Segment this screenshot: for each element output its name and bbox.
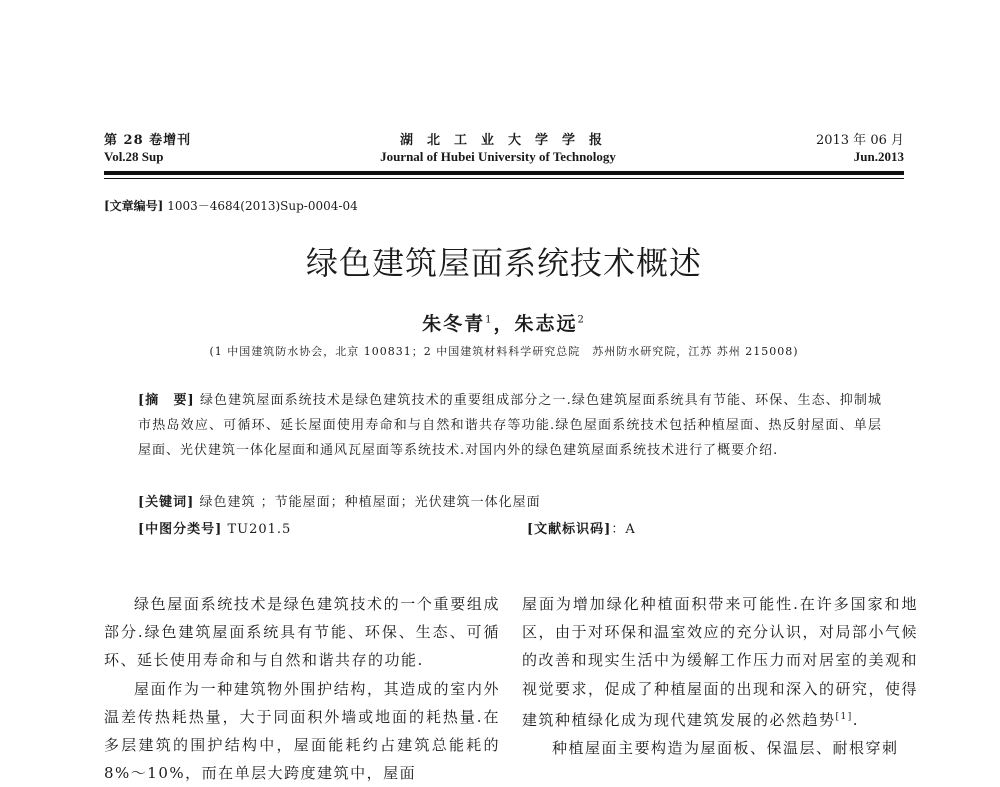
journal-name-cn: 湖北工业大学学报 <box>399 133 616 148</box>
abstract-label: [摘 要] <box>138 393 195 408</box>
body-paragraph: 绿色屋面系统技术是绿色建筑技术的一个重要组成部分.绿色建筑屋面系统具有节能、环保、生态、可循环、延长使用寿命和与自然和谐共存的功能. <box>104 595 500 670</box>
author-1-affil-mark: 1 <box>485 314 494 326</box>
document-id-label: [文献标识码] <box>527 522 612 537</box>
citation-ref: [1] <box>835 711 853 722</box>
volume-cn: 第 28 卷增刊 <box>104 133 192 148</box>
paper-title: 绿色建筑屋面系统技术概述 <box>305 244 702 282</box>
body-column-right <box>522 590 918 762</box>
body-paragraph-text: 屋面为增加绿化种植面积带来可能性.在许多国家和地区，由于对环保和温室效应的充分认识，对局部小气候的改善和现实生活中为缓解工作压力而对居室的美观和视觉要求，促成了种植屋面的出现和深入的研究，使得建筑种植绿化成为现代建筑发展的必然趋势 <box>522 595 919 729</box>
classification-value: TU201.5 <box>227 522 292 537</box>
article-number <box>104 197 358 214</box>
issue-date-cn: 2013 年 06 月 <box>815 133 904 148</box>
body-paragraph <box>522 590 918 734</box>
keywords <box>138 491 882 510</box>
author-2: 朱志远 <box>514 313 578 335</box>
affiliations: (1 中国建筑防水协会，北京 100831；2 中国建筑材料科学研究总院 苏州防水研究院，江苏 苏州 215008) <box>209 345 799 358</box>
journal-name-en: Journal of Hubei University of Technology <box>380 149 616 164</box>
abstract <box>138 388 882 463</box>
article-number-value: 1003－4684(2013)Sup-0004-04 <box>167 199 358 213</box>
authors <box>104 309 904 336</box>
issue-date-en: Jun.2013 <box>853 149 904 164</box>
body-column-left <box>104 590 500 787</box>
keywords-text: 绿色建筑 ；节能屋面；种植屋面；光伏建筑一体化屋面 <box>199 495 541 510</box>
body-paragraph: 种植屋面主要构造为屋面板、保温层、耐根穿刺 <box>552 739 899 758</box>
body-paragraph: 屋面作为一种建筑物外围护结构，其造成的室内外温差传热耗热量，大于同面积外墙或地面的耗热量.在多层建筑的围护结构中，屋面能耗约占建筑总能耗的 8%～10%，而在单层大跨度建筑中，屋面 <box>104 679 500 783</box>
abstract-text: 绿色建筑屋面系统技术是绿色建筑技术的重要组成部分之一.绿色建筑屋面系统具有节能、环保、生态、抑制城市热岛效应、可循环、延长屋面使用寿命和与自然和谐共存等功能.绿色屋面系统技术包括种植屋面、热反射屋面、单层屋面、光伏建筑一体化屋面和通风瓦屋面等系统技术.对国内外的绿色建筑屋面系统技术进行了概要介绍. <box>138 393 882 458</box>
header-rule-thick <box>104 171 904 175</box>
document-id-value: ：A <box>611 522 636 537</box>
article-number-label: [文章编号] <box>104 199 164 213</box>
classification-code <box>138 518 882 537</box>
author-1: 朱冬青 <box>422 313 486 335</box>
author-2-affil-mark: 2 <box>577 314 586 326</box>
header-rule-thin <box>104 178 904 179</box>
keywords-label: [关键词] <box>138 495 195 510</box>
author-separator: ， <box>493 313 515 335</box>
classification-label: [中图分类号] <box>138 522 223 537</box>
volume-en: Vol.28 Sup <box>104 149 164 164</box>
body-paragraph-end: . <box>852 710 860 729</box>
document-id-code <box>527 518 636 537</box>
